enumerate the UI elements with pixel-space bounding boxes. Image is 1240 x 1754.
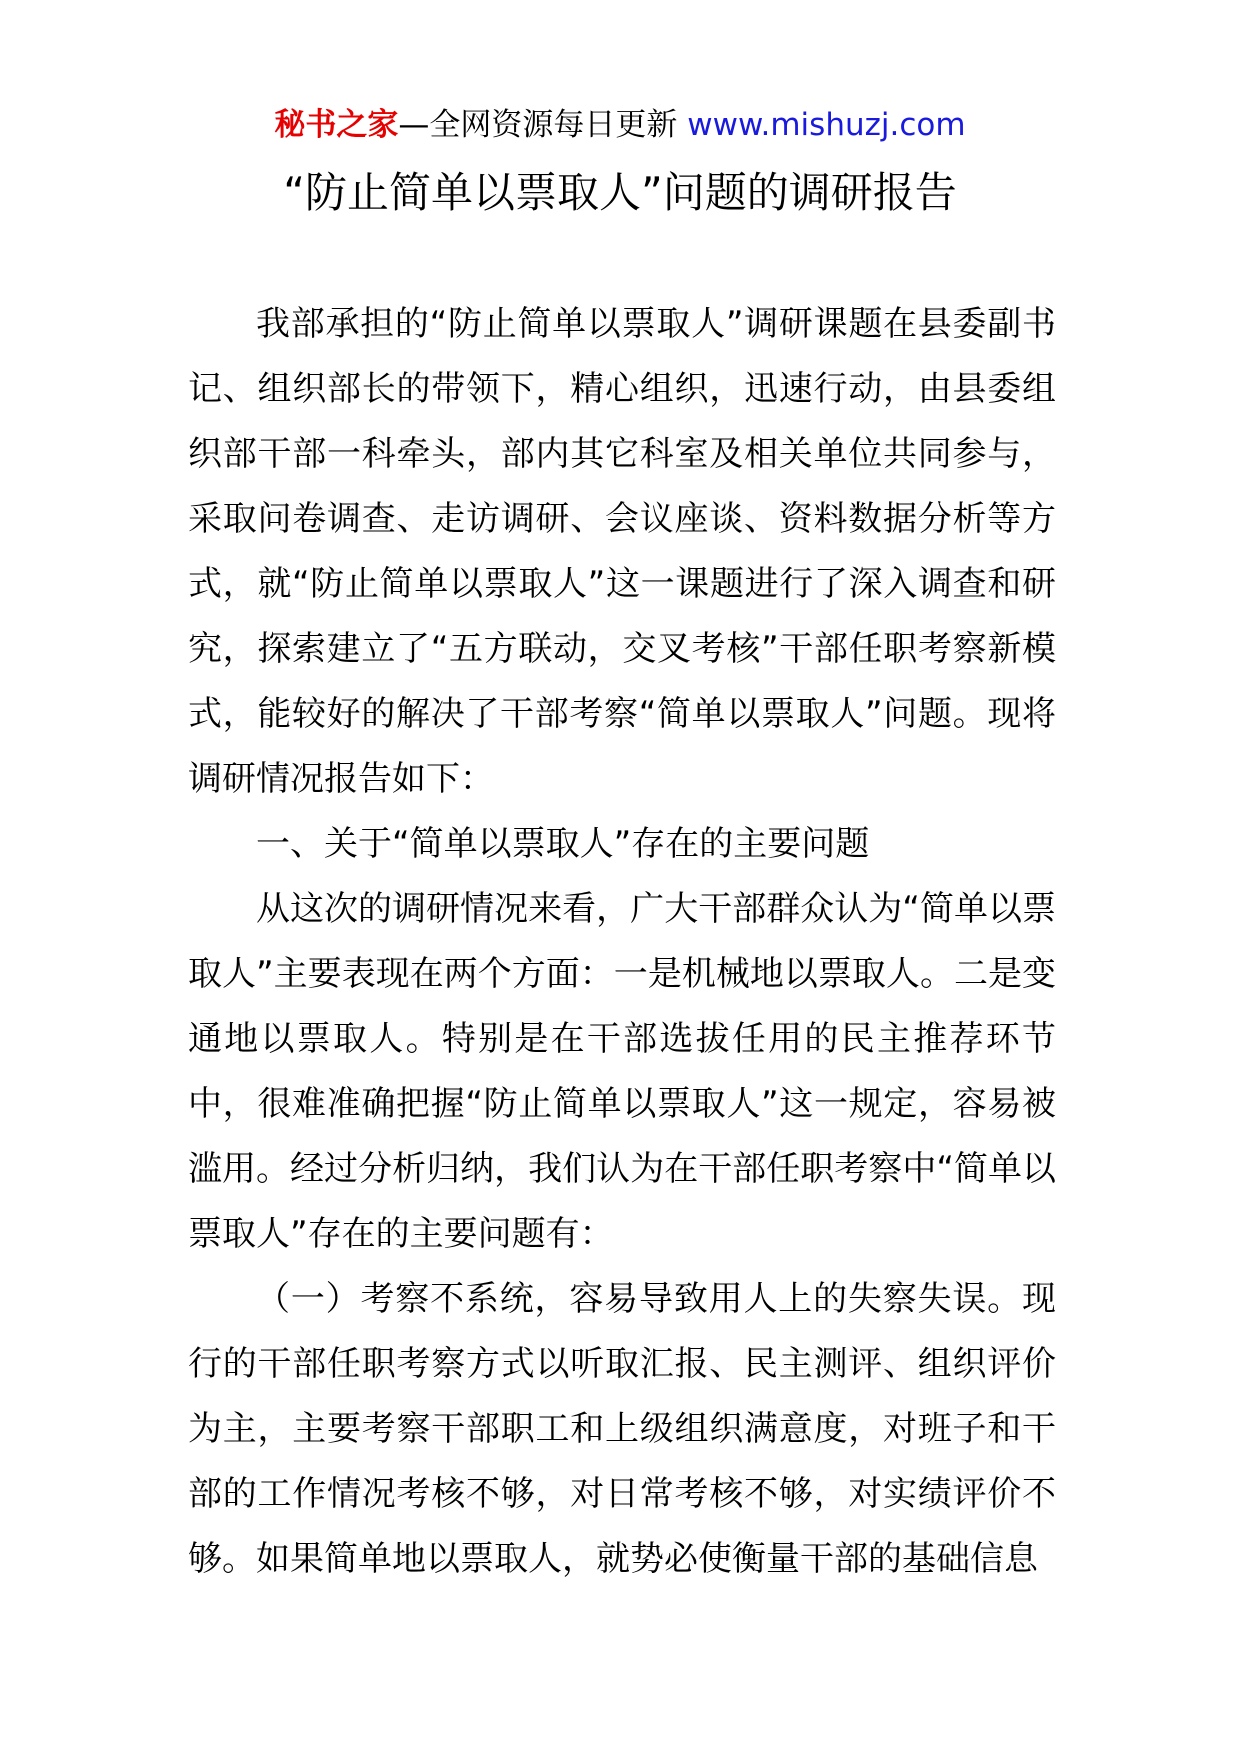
site-brand: 秘书之家 [274, 107, 399, 143]
document-title: “防止简单以票取人”问题的调研报告 [283, 168, 957, 217]
site-url-link[interactable]: www.mishuzj.com [687, 107, 966, 143]
document-body [188, 292, 1056, 1592]
site-tagline: —全网资源每日更新 [398, 107, 688, 143]
site-header [0, 103, 1240, 147]
paragraph-issue-1: （一）考察不系统，容易导致用人上的失察失误。现行的干部任职考察方式以听取汇报、民主测评、组织评价为主，主要考察干部职工和上级组织满意度，对班子和干部的工作情况考核不够，对日常考核不够，对实绩评价不够。如果简单地以票取人，就势必使衡量干部的基础信息 [188, 1279, 1056, 1579]
section-heading-1: 一、关于“简单以票取人”存在的主要问题 [256, 824, 870, 864]
paragraph-intro: 我部承担的“防止简单以票取人”调研课题在县委副书记、组织部长的带领下，精心组织，迅速行动，由县委组织部干部一科牵头，部内其它科室及相关单位共同参与，采取问卷调查、走访调研、会议座谈、资料数据分析等方式，就“防止简单以票取人”这一课题进行了深入调查和研究，探索建立了“五方联动，交叉考核”干部任职考察新模式，能较好的解决了干部考察“简单以票取人”问题。现将调研情况报告如下： [188, 304, 1056, 799]
paragraph-analysis: 从这次的调研情况来看，广大干部群众认为“简单以票取人”主要表现在两个方面：一是机械地以票取人。二是变通地以票取人。特别是在干部选拔任用的民主推荐环节中，很难准确把握“防止简单以票取人”这一规定，容易被滥用。经过分析归纳，我们认为在干部任职考察中“简单以票取人”存在的主要问题有： [188, 889, 1056, 1254]
